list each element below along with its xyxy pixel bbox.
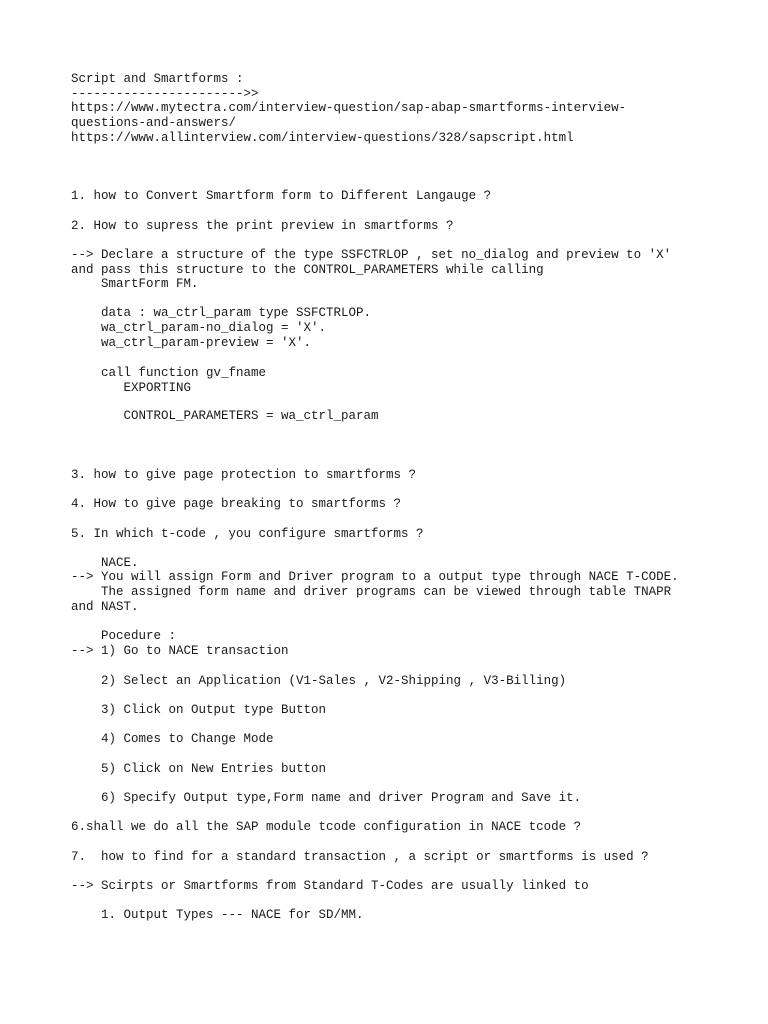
procedure-step: --> 1) Go to NACE transaction xyxy=(71,644,289,658)
procedure-step: 6) Specify Output type,Form name and driver Program and Save it. xyxy=(71,791,582,805)
procedure-step: 5) Click on New Entries button xyxy=(71,762,327,776)
code-line: CONTROL_PARAMETERS = wa_ctrl_param xyxy=(71,409,379,423)
code-line: wa_ctrl_param-no_dialog = 'X'. xyxy=(71,321,327,335)
separator-arrow-line: ----------------------->> xyxy=(71,87,259,101)
code-line: wa_ctrl_param-preview = 'X'. xyxy=(71,336,312,350)
answer-line: --> Scirpts or Smartforms from Standard T-Codes are usually linked to xyxy=(71,879,589,893)
answer-line: --> You will assign Form and Driver program to a output type through NACE T-CODE. xyxy=(71,570,679,584)
answer-line: The assigned form name and driver programs can be viewed through table TNAPR xyxy=(71,585,672,599)
question-line: 1. how to Convert Smartform form to Different Langauge ? xyxy=(71,189,492,203)
answer-line: 1. Output Types --- NACE for SD/MM. xyxy=(71,908,364,922)
answer-line: --> Declare a structure of the type SSFCTRLOP , set no_dialog and preview to 'X' xyxy=(71,248,672,262)
code-line: call function gv_fname xyxy=(71,366,267,380)
answer-line: and pass this structure to the CONTROL_PARAMETERS while calling xyxy=(71,263,544,277)
question-line: 6.shall we do all the SAP module tcode configuration in NACE tcode ? xyxy=(71,820,582,834)
procedure-step: 2) Select an Application (V1-Sales , V2-Shipping , V3-Billing) xyxy=(71,674,567,688)
code-line: data : wa_ctrl_param type SSFCTRLOP. xyxy=(71,306,372,320)
reference-url-line: questions-and-answers/ xyxy=(71,116,237,130)
procedure-step: 4) Comes to Change Mode xyxy=(71,732,274,746)
answer-line: NACE. xyxy=(71,556,139,570)
code-line: EXPORTING xyxy=(71,381,192,395)
question-line: 5. In which t-code , you configure smartforms ? xyxy=(71,527,424,541)
procedure-step: 3) Click on Output type Button xyxy=(71,703,327,717)
reference-url-line: https://www.allinterview.com/interview-questions/328/sapscript.html xyxy=(71,131,574,145)
question-line: 7. how to find for a standard transaction , a script or smartforms is used ? xyxy=(71,850,649,864)
question-line: 3. how to give page protection to smartforms ? xyxy=(71,468,417,482)
question-line: 4. How to give page breaking to smartforms ? xyxy=(71,497,402,511)
answer-line: SmartForm FM. xyxy=(71,277,199,291)
question-line: 2. How to supress the print preview in smartforms ? xyxy=(71,219,454,233)
answer-line: and NAST. xyxy=(71,600,139,614)
reference-url-line: https://www.mytectra.com/interview-question/sap-abap-smartforms-interview- xyxy=(71,101,627,115)
procedure-heading: Pocedure : xyxy=(71,629,177,643)
heading-script-and-smartforms: Script and Smartforms : xyxy=(71,72,244,86)
